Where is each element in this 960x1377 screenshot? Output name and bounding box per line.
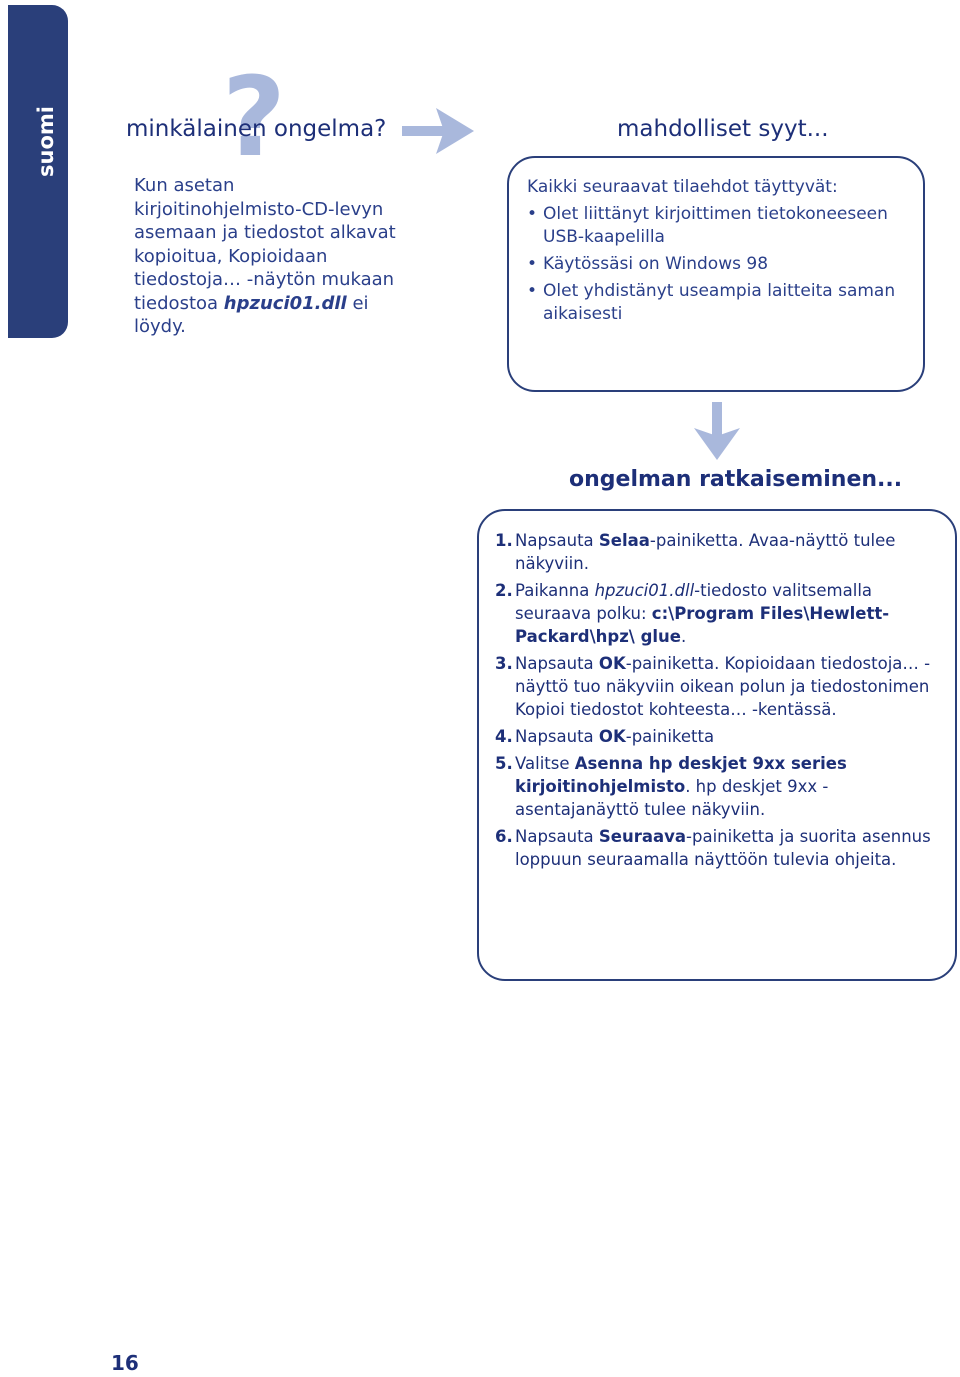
causes-list (527, 203, 905, 326)
arrow-down-icon (694, 402, 740, 460)
step-item: 3. Napsauta OK-painiketta. Kopioidaan tiedostoja… -näyttö tuo näkyviin oikean polun ja tiedostonimen Kopioi tiedostot kohteesta… -kentässä. (495, 654, 931, 719)
page-number: 16 (111, 1351, 139, 1375)
list-item: • Olet liittänyt kirjoittimen tietokoneeseen USB-kaapelilla (527, 203, 905, 249)
step-item: 4. Napsauta OK-painiketta (495, 727, 715, 746)
arrow-right-icon (402, 108, 474, 154)
language-tab (8, 5, 68, 338)
step-item: 5. Valitse Asenna hp deskjet 9xx series kirjoitinohjelmisto. hp deskjet 9xx -asentajanäyttö tulee näkyviin. (495, 754, 847, 819)
language-label: suomi (34, 106, 58, 177)
step-item: 6. Napsauta Seuraava-painiketta ja suorita asennus loppuun seuraamalla näyttöön tulevia ohjeita. (495, 827, 931, 869)
file-name: hpzuci01.dll (223, 292, 347, 314)
causes-box (507, 156, 925, 392)
list-item: • Olet yhdistänyt useampia laitteita saman aikaisesti (527, 280, 905, 326)
causes-heading: mahdolliset syyt... (617, 116, 829, 142)
problem-heading: minkälainen ongelma? (126, 116, 387, 142)
solution-box (477, 509, 957, 981)
causes-intro: Kaikki seuraavat tilaehdot täyttyvät: (527, 177, 838, 197)
problem-description: Kun asetan kirjoitinohjelmisto-CD-levyn asemaan ja tiedostot alkavat kopioitua, Kopioidaan tiedostoja… -näytön mukaan tiedostoa hpzuci01.dll ei löydy. (134, 175, 396, 337)
solution-steps (495, 529, 941, 871)
question-mark-icon: ? (222, 53, 286, 181)
solution-heading: ongelman ratkaiseminen... (569, 467, 903, 492)
step-item: 2. Paikanna hpzuci01.dll-tiedosto valitsemalla seuraava polku: c:\Program Files\Hewlett-Packard\hpz\ glue. (495, 581, 890, 646)
list-item: • Käytössäsi on Windows 98 (527, 253, 905, 276)
step-item: 1. Napsauta Selaa-painiketta. Avaa-näyttö tulee näkyviin. (495, 531, 896, 573)
